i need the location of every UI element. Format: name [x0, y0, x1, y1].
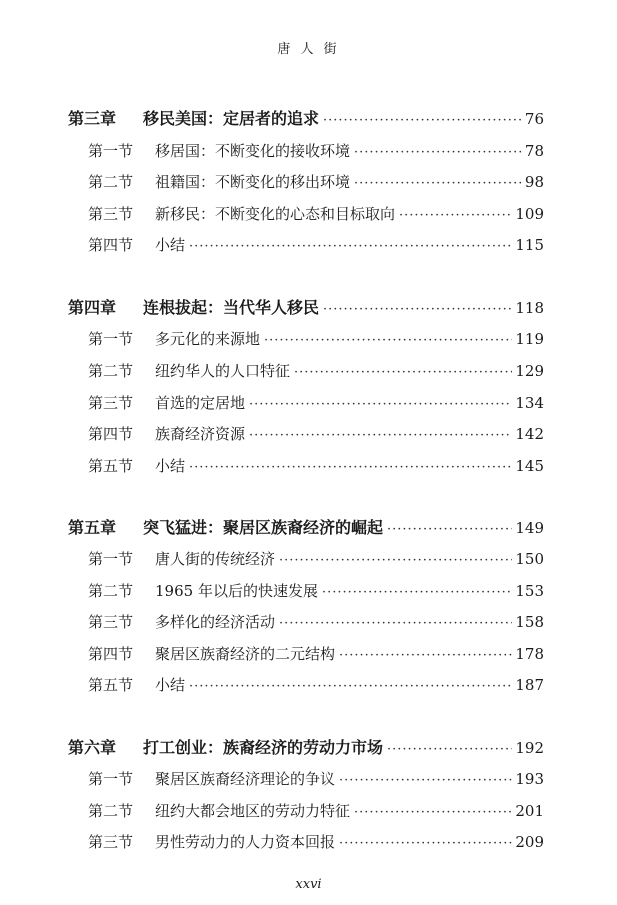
toc-section[interactable] — [88, 547, 544, 571]
page-number: 201 — [515, 802, 544, 820]
section-title: 小结 — [155, 676, 186, 694]
toc-section[interactable] — [88, 830, 544, 854]
leader-dots — [249, 391, 512, 415]
leader-dots — [323, 296, 512, 320]
leader-dots — [339, 830, 512, 854]
section-title: 移居国：不断变化的接收环境 — [155, 142, 351, 160]
section-label: 第三节 — [88, 205, 134, 223]
section-label: 第二节 — [88, 582, 134, 600]
page-number: 118 — [515, 299, 544, 317]
running-head: 唐 人 街 — [277, 42, 340, 57]
leader-dots — [322, 579, 512, 603]
page-number: 129 — [515, 362, 544, 380]
page-number: 158 — [515, 613, 544, 631]
section-title: 多元化的来源地 — [155, 330, 261, 348]
section-title: 1965 年以后的快速发展 — [155, 582, 318, 600]
section-title: 小结 — [155, 457, 186, 475]
toc-section[interactable] — [88, 359, 544, 383]
leader-dots — [264, 327, 512, 351]
leader-dots — [294, 359, 512, 383]
chapter-title: 突飞猛进：聚居区族裔经济的崛起 — [143, 518, 384, 537]
section-title: 聚居区族裔经济理论的争议 — [155, 770, 336, 788]
toc-section[interactable] — [88, 767, 544, 791]
page-number: 98 — [524, 173, 544, 191]
toc-chapter-5[interactable] — [68, 516, 544, 540]
page-number: 209 — [515, 833, 544, 851]
leader-dots — [249, 422, 512, 446]
toc-section[interactable] — [88, 579, 544, 603]
toc-section[interactable] — [88, 610, 544, 634]
section-title: 祖籍国：不断变化的移出环境 — [155, 173, 351, 191]
section-label: 第一节 — [88, 770, 134, 788]
page-number: 153 — [515, 582, 544, 600]
page-number: 134 — [515, 394, 544, 412]
section-label: 第五节 — [88, 457, 134, 475]
leader-dots — [189, 454, 512, 478]
chapter-label: 第五章 — [68, 518, 117, 537]
section-title: 多样化的经济活动 — [155, 613, 276, 631]
leader-dots — [189, 233, 512, 257]
section-title: 唐人街的传统经济 — [155, 550, 276, 568]
section-label: 第三节 — [88, 613, 134, 631]
page-number: 187 — [515, 676, 544, 694]
section-label: 第四节 — [88, 645, 134, 663]
leader-dots — [354, 799, 512, 823]
toc-chapter-6[interactable] — [68, 736, 544, 760]
chapter-label: 第三章 — [68, 109, 117, 128]
leader-dots — [387, 516, 512, 540]
page-number: 193 — [515, 770, 544, 788]
toc-section[interactable] — [88, 799, 544, 823]
folio-page-number: xxvi — [295, 877, 322, 892]
toc-chapter-3[interactable] — [68, 107, 544, 131]
section-label: 第一节 — [88, 330, 134, 348]
leader-dots — [279, 547, 512, 571]
section-label: 第四节 — [88, 425, 134, 443]
toc-section[interactable] — [88, 233, 544, 257]
leader-dots — [189, 673, 512, 697]
page-number: 109 — [515, 205, 544, 223]
page-number: 150 — [515, 550, 544, 568]
toc-section[interactable] — [88, 139, 544, 163]
page-number: 142 — [515, 425, 544, 443]
leader-dots — [387, 736, 512, 760]
toc-section[interactable] — [88, 170, 544, 194]
toc-section[interactable] — [88, 327, 544, 351]
page-number: 149 — [515, 519, 544, 537]
leader-dots — [279, 610, 512, 634]
leader-dots — [354, 139, 522, 163]
page-number: 119 — [515, 330, 544, 348]
page-number: 178 — [515, 645, 544, 663]
section-label: 第一节 — [88, 142, 134, 160]
page-number: 115 — [515, 236, 544, 254]
section-title: 新移民：不断变化的心态和目标取向 — [155, 205, 396, 223]
section-title: 首选的定居地 — [155, 394, 246, 412]
leader-dots — [354, 170, 522, 194]
section-title: 纽约大都会地区的劳动力特征 — [155, 802, 351, 820]
section-title: 小结 — [155, 236, 186, 254]
leader-dots — [399, 202, 512, 226]
toc-section[interactable] — [88, 673, 544, 697]
leader-dots — [323, 107, 522, 131]
page-number: 145 — [515, 457, 544, 475]
section-label: 第二节 — [88, 802, 134, 820]
section-title: 族裔经济资源 — [155, 425, 246, 443]
toc-section[interactable] — [88, 422, 544, 446]
section-label: 第四节 — [88, 236, 134, 254]
chapter-title: 连根拔起：当代华人移民 — [143, 298, 320, 317]
chapter-title: 移民美国：定居者的追求 — [143, 109, 320, 128]
section-label: 第二节 — [88, 173, 134, 191]
leader-dots — [339, 767, 512, 791]
toc-section[interactable] — [88, 454, 544, 478]
section-label: 第三节 — [88, 833, 134, 851]
toc-section[interactable] — [88, 202, 544, 226]
chapter-title: 打工创业：族裔经济的劳动力市场 — [143, 738, 384, 757]
chapter-label: 第六章 — [68, 738, 117, 757]
section-label: 第三节 — [88, 394, 134, 412]
leader-dots — [339, 642, 512, 666]
page-number: 76 — [524, 110, 544, 128]
section-title: 聚居区族裔经济的二元结构 — [155, 645, 336, 663]
page-number: 192 — [515, 739, 544, 757]
toc-chapter-4[interactable] — [68, 296, 544, 320]
toc-section[interactable] — [88, 391, 544, 415]
section-label: 第二节 — [88, 362, 134, 380]
toc-section[interactable] — [88, 642, 544, 666]
chapter-label: 第四章 — [68, 298, 117, 317]
section-label: 第一节 — [88, 550, 134, 568]
section-label: 第五节 — [88, 676, 134, 694]
section-title: 男性劳动力的人力资本回报 — [155, 833, 336, 851]
page-number: 78 — [524, 142, 544, 160]
section-title: 纽约华人的人口特征 — [155, 362, 291, 380]
